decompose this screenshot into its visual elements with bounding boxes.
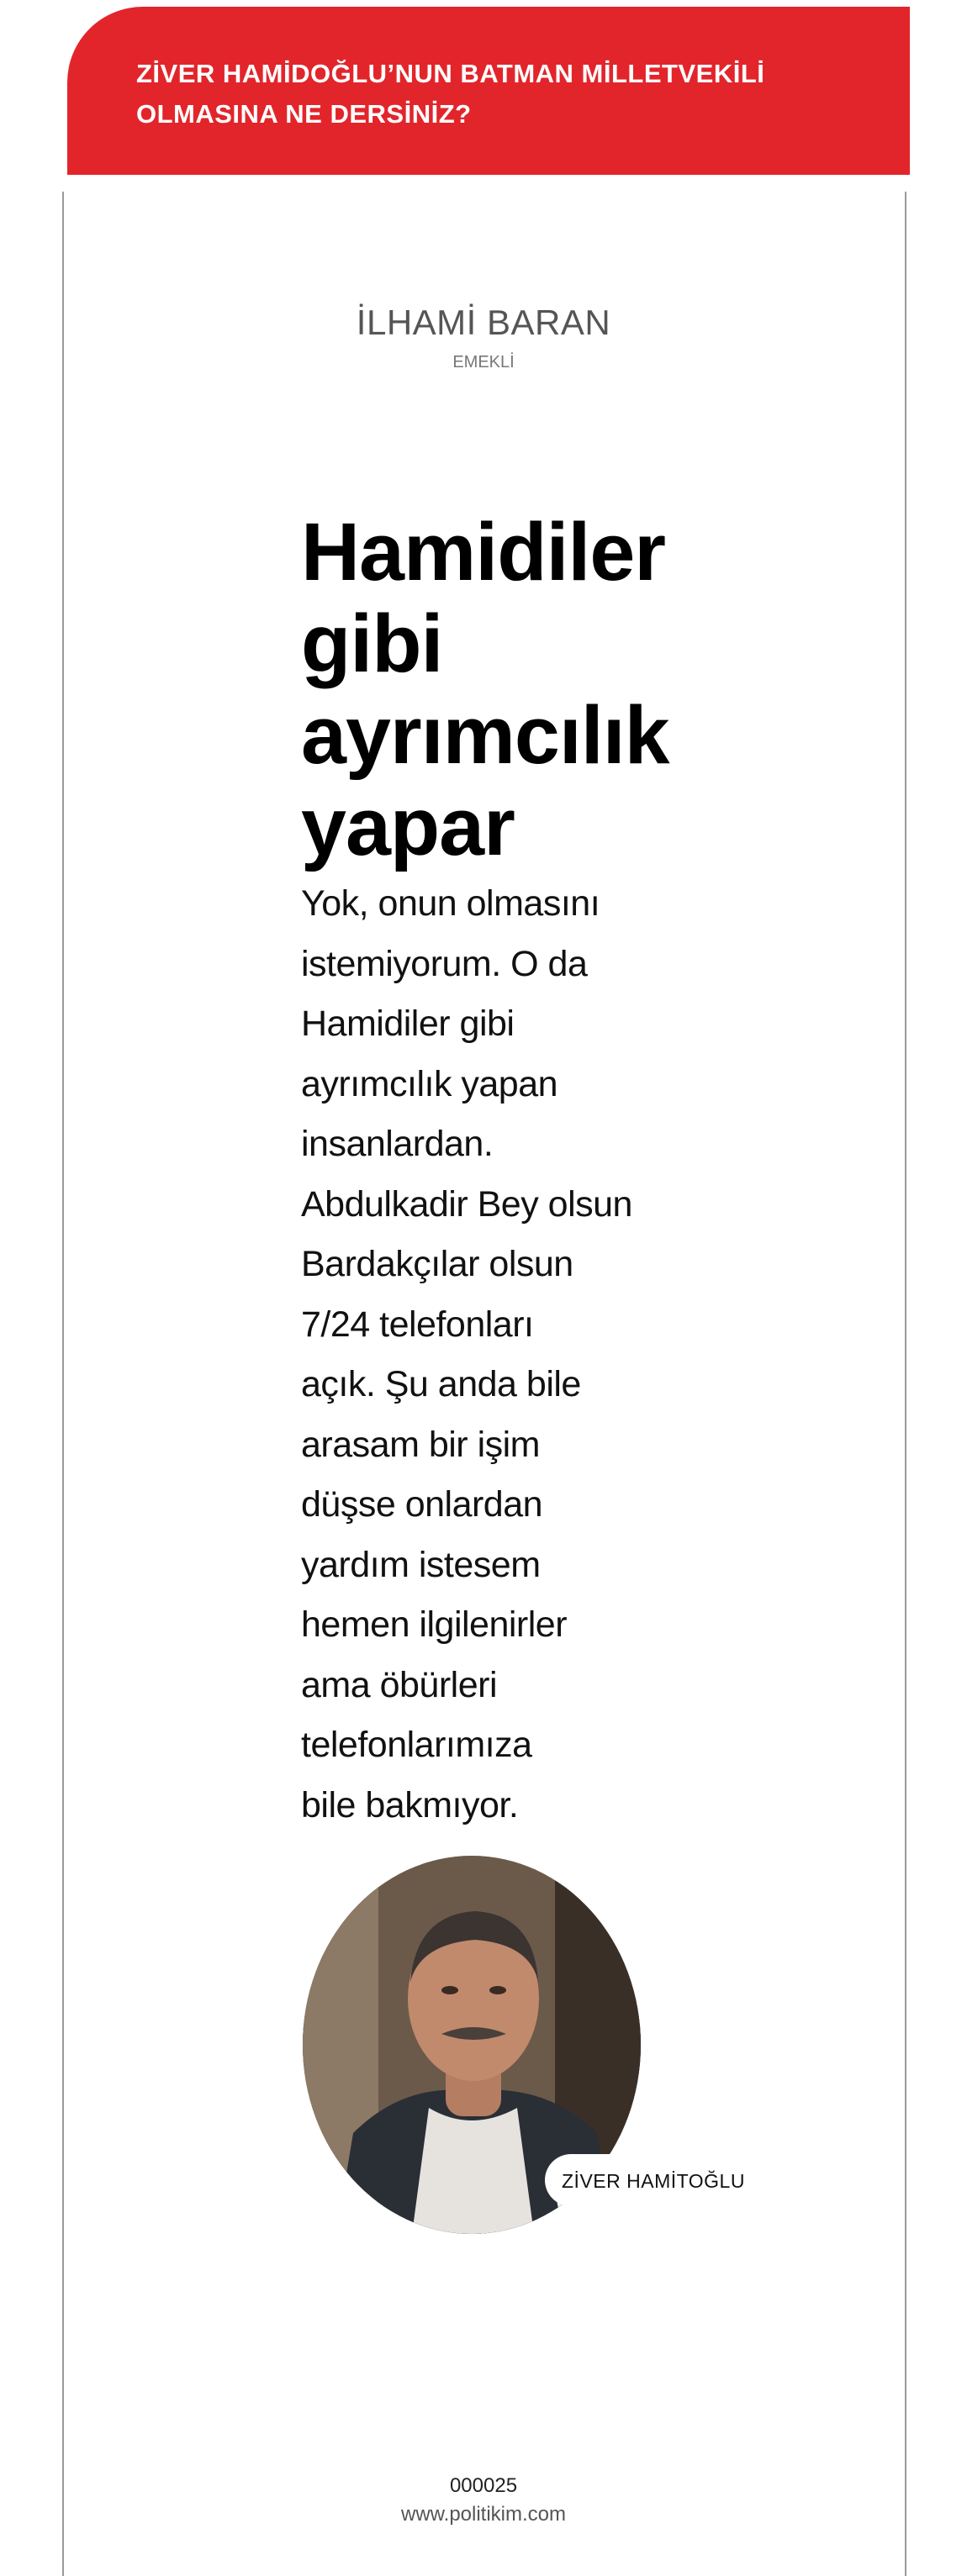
body-line: Yok, onun olmasını (301, 883, 600, 924)
body-line: yardım istesem (301, 1544, 541, 1585)
body-line: istemiyorum. O da (301, 943, 588, 984)
body-line: telefonlarımıza (301, 1725, 532, 1765)
photo-caption: ZİVER HAMİTOĞLU (562, 2170, 745, 2192)
panel-border-right (905, 192, 906, 2576)
header-question: ZİVER HAMİDOĞLU’NUN BATMAN MİLLETVEKİLİ OLMASINA NE DERSİNİZ? (136, 59, 765, 129)
website-url[interactable]: www.politikim.com (400, 2503, 567, 2526)
body-line: düşse onlardan (301, 1484, 543, 1525)
body-line: açık. Şu anda bile (301, 1364, 581, 1404)
header-banner (67, 7, 910, 175)
body-line: Bardakçılar olsun (301, 1244, 573, 1284)
body-line: ama öbürleri (301, 1664, 497, 1705)
body-line: ayrımcılık yapan (301, 1063, 558, 1104)
body-line: bile bakmıyor. (301, 1784, 519, 1825)
author-name: İLHAMİ BARAN (356, 303, 611, 342)
body-line: 7/24 telefonları (301, 1304, 534, 1345)
article-headline: Hamidiler gibi ayrımcılık yapar (301, 506, 669, 872)
author-role: EMEKLİ (452, 353, 515, 371)
body-line: insanlardan. (301, 1124, 494, 1164)
body-line: Hamidiler gibi (301, 1004, 515, 1044)
body-line: arasam bir işim (301, 1424, 540, 1465)
body-line: Abdulkadir Bey olsun (301, 1183, 632, 1225)
body-line: hemen ilgilenirler (301, 1604, 568, 1645)
page-code: 000025 (449, 2474, 518, 2497)
panel-border-left (62, 192, 64, 2576)
article-body (301, 874, 654, 1836)
